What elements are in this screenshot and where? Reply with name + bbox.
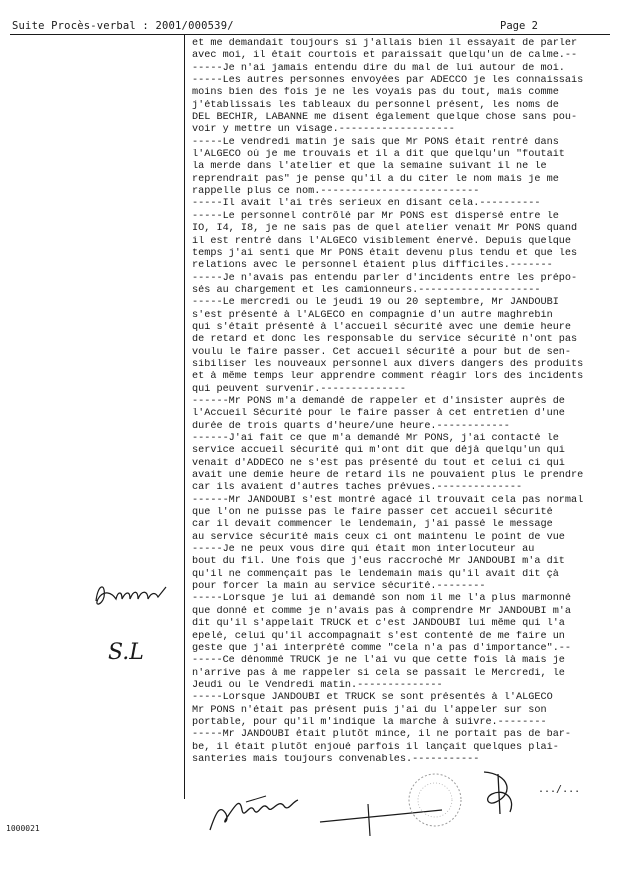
body-line: de retard et donc les responsable du service sécurité n'ont pas xyxy=(192,334,578,346)
body-line: l'ALGECO où je me trouvais et il a dit que quelqu'un "foutait xyxy=(192,149,565,161)
header-rule xyxy=(10,34,610,35)
body-line: qu'il ne commençait pas le lendemain mais qu'il avait dit çà xyxy=(192,568,559,580)
body-line: service accueil sécurité qui m'ont dit que déjà quelqu'un qui xyxy=(192,445,565,457)
body-line: pour forcer la main au service sécurité.-------- xyxy=(192,581,486,593)
body-line: relations avec le personnel étaient plus difficiles.------- xyxy=(192,260,553,272)
body-line: temps j'ai senti que Mr PONS était devenu plus tendu et que les xyxy=(192,247,578,259)
body-line: be, il était plutôt enjoué parfois il lançait quelques plai- xyxy=(192,741,559,753)
body-line: voir y mettre un visage.------------------- xyxy=(192,124,455,136)
body-line: sibiliser les nouveaux personnel aux divers dangers des produits xyxy=(192,358,584,370)
continuation-mark: .../... xyxy=(538,784,581,795)
body-line: la merde dans l'atelier et que la semaine suivant il ne le xyxy=(192,161,547,173)
body-line: et me demandait toujours si j'allais bien il essayait de parler xyxy=(192,38,578,49)
body-line: ------J'ai fait ce que m'a demandé Mr PONS, j'ai contacté le xyxy=(192,433,559,444)
body-line: avait une demie heure de retard ils ne pouvaient plus le prendre xyxy=(192,470,584,482)
body-line: DEL BECHIR, LABANNE me disent également quelque chose sans pou- xyxy=(192,112,578,124)
body-line: -----Le vendredi matin je sais que Mr PONS était rentré dans xyxy=(192,136,559,148)
body-line: epelé, celui qu'il accompagnait s'est contenté de me faire un xyxy=(192,630,565,642)
body-line: que l'on ne puisse pas le faire passer cet accueil sécurité xyxy=(192,507,553,519)
body-line: -----Ce dénommé TRUCK je ne l'ai vu que cette fois là mais je xyxy=(192,655,565,667)
body-line: -----Je ne peux vous dire qui était mon interlocuteur au xyxy=(192,544,535,556)
body-line: -----Le mercredi ou le jeudi 19 ou 20 septembre, Mr JANDOUBI xyxy=(192,297,559,309)
official-stamp xyxy=(400,770,470,834)
body-line: car il devait commencer le lendemain, j'ai passé le message xyxy=(192,519,553,531)
body-line: que donné et comme je n'avais pas à comprendre Mr JANDOUBI m'a xyxy=(192,605,572,617)
body-line: car ils avaient d'autres taches prévues.-------------- xyxy=(192,482,523,494)
body-line: -----Je n'avais pas entendu parler d'incidents entre les prépo- xyxy=(192,272,578,284)
body-line: il est rentré dans l'ALGECO visiblement énervé. Depuis quelque xyxy=(192,235,572,247)
body-line: Jeudi ou le Vendredi matin.-------------- xyxy=(192,679,443,691)
body-line: Mr PONS n'était pas présent puis j'ai du l'appeler sur son xyxy=(192,704,547,716)
body-line: IO, I4, I8, je ne sais pas de quel atelier venait Mr PONS quand xyxy=(192,223,578,235)
body-line: reprendrait pas" je pense qu'il a du citer le nom mais je me xyxy=(192,173,559,185)
body-line: ------Mr JANDOUBI s'est montré agacé il trouvait cela pas normal xyxy=(192,494,584,506)
body-line: venait d'ADDECO ne s'est pas présenté du tout et celui ci qui xyxy=(192,457,565,469)
body-line: -----Mr JANDOUBI était plutôt mince, il ne portait pas de bar- xyxy=(192,729,572,741)
body-line: et à même temps leur apprendre comment réagir lors des incidents xyxy=(192,371,584,383)
body-line: -----Je n'ai jamais entendu dire du mal de lui autour de moi. xyxy=(192,62,565,74)
body-line: n'arrive pas à me rappeler si cela se passait le Mercredi, le xyxy=(192,667,565,679)
body-line: moins bien des fois je ne les voyais pas du tout, mais comme xyxy=(192,87,559,99)
body-line: -----Il avait l'ai très serieux en disant cela.---------- xyxy=(192,198,541,210)
body-line: ------Mr PONS m'a demandé de rappeler et d'insister auprès de xyxy=(192,395,565,407)
signature-left xyxy=(206,792,306,838)
page-number: Page 2 xyxy=(500,20,538,32)
body-line: durée de trois quarts d'heure/une heure.------------ xyxy=(192,420,510,432)
body-line: qui s'était présenté à l'accueil sécurité avec une demie heure xyxy=(192,321,572,333)
body-line: s'est présenté à l'ALGECO en compagnie d'un autre maghrebin xyxy=(192,309,553,321)
body-line: dit qu'il s'appelait TRUCK et c'est JANDOUBI lui même qui l'a xyxy=(192,618,565,630)
statement-body xyxy=(192,38,608,766)
body-line: voulu le faire passer. Cet accueil sécurité a pour but de sen- xyxy=(192,346,572,358)
body-line: -----Lorsque je lui ai demandé son nom il me l'a plus marmonné xyxy=(192,593,572,605)
body-line: santeries mais toujours convenables.----------- xyxy=(192,753,480,765)
body-line: geste que j'ai interprété comme "cela n'a pas d'importance".-- xyxy=(192,642,572,654)
body-line: l'Accueil Sécurité pour le faire passer à cet entretien d'une xyxy=(192,408,565,420)
body-line: -----Les autres personnes envoyées par ADECCO je les connaissais xyxy=(192,75,584,87)
body-line: avec moi, il était courtois et paraissait quelqu'un de calme.-- xyxy=(192,50,578,62)
body-line: au service sécurité mais ceux ci ont maintenu le point de vue xyxy=(192,531,565,543)
body-line: qui peuvent survenir.-------------- xyxy=(192,383,406,395)
margin-signature xyxy=(92,575,172,619)
body-line: bout du fil. Une fois que j'eus raccroché Mr JANDOUBI m'a dit xyxy=(192,556,565,568)
body-line: rappelle plus ce nom.-------------------------- xyxy=(192,186,480,198)
signature-right xyxy=(470,768,530,822)
body-line: portable, pour qu'il m'indique la marche à suivre.-------- xyxy=(192,716,547,728)
margin-initials: S.L xyxy=(108,640,144,665)
body-line: sés au chargement et les camionneurs.-------------------- xyxy=(192,284,541,296)
document-header-title: Suite Procès-verbal : 2001/000539/ xyxy=(12,20,234,32)
margin-rule xyxy=(184,34,185,799)
body-line: -----Le personnel contrôlé par Mr PONS est dispersé entre le xyxy=(192,210,559,222)
body-line: j'établissais les tableaux du personnel présent, les noms de xyxy=(192,99,559,111)
body-line: -----Lorsque JANDOUBI et TRUCK se sont présentés à l'ALGECO xyxy=(192,692,553,704)
document-id: 1000021 xyxy=(6,824,40,833)
